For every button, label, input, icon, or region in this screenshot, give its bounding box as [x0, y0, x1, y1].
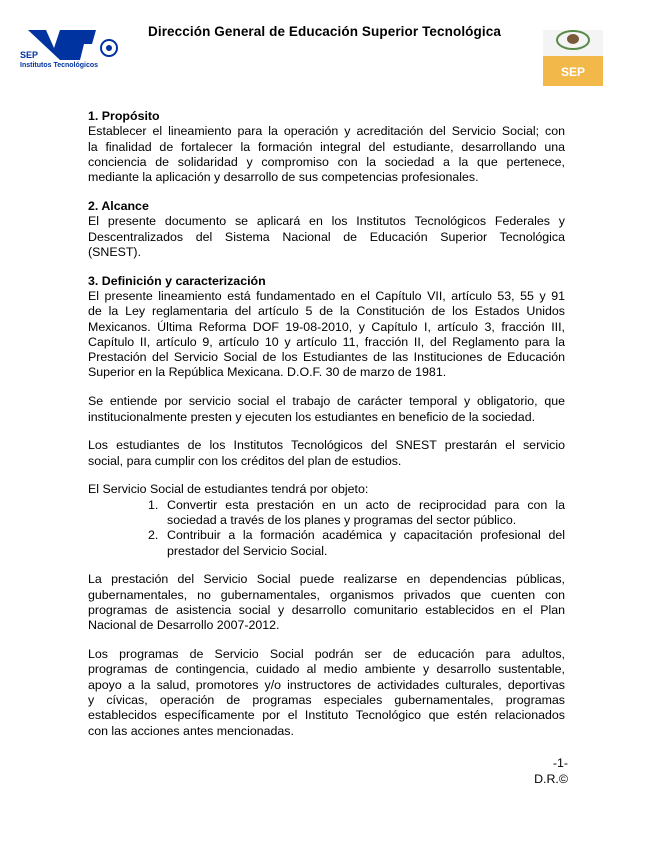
page-number: -1-	[552, 756, 568, 770]
svg-text:SEP: SEP	[20, 50, 39, 60]
text-line: establecidos específicamente por el Instituto Tecnológico que estén relacionados	[88, 708, 565, 723]
text-line: El Servicio Social de estudiantes tendrá por objeto:	[88, 482, 369, 497]
text-line: social, para cumplir con los créditos del plan de estudios.	[88, 453, 402, 468]
list-item-text	[167, 528, 565, 559]
paragraph	[88, 647, 565, 739]
paragraph	[88, 482, 565, 497]
text-line: Los programas de Servicio Social podrán ser de educación para adultos,	[88, 647, 565, 662]
text-line: programas de contingencia, cuidado al medio ambiente y desarrollo sustentable,	[88, 662, 565, 677]
paragraph	[88, 124, 565, 185]
paragraph-gap	[88, 469, 565, 483]
paragraph	[88, 289, 565, 381]
text-line: Se entiende por servicio social el trabajo de carácter temporal y obligatorio, que	[88, 394, 565, 409]
text-line: sociedad a través de los planes y programas del sector público.	[167, 513, 517, 528]
text-line: El presente documento se aplicará en los Institutos Tecnológicos Federales y	[88, 214, 565, 229]
list-item-text	[167, 498, 565, 529]
text-line: Descentralizados del Sistema Nacional de Educación Superior Tecnológica	[88, 229, 565, 244]
section-heading: 2. Alcance	[88, 198, 149, 213]
text-line: apoyo a la salud, promotores y/o instructores de actividades culturales, deportivas	[88, 677, 565, 692]
paragraph	[88, 214, 565, 260]
page-footer	[530, 755, 568, 787]
text-line: mediante la aplicación y desarrollo de sus competencias profesionales.	[88, 170, 479, 185]
svg-text:SEP: SEP	[560, 65, 586, 79]
paragraph-gap	[88, 559, 565, 573]
text-line: El presente lineamiento está fundamentado en el Capítulo VII, artículo 53, 55 y 91	[88, 288, 565, 303]
text-line: Mexicanos. Última Reforma DOF 19-08-2010, y Capítulo I, artículo 3, fracción III,	[88, 319, 565, 334]
header-title: Dirección General de Educación Superior Tecnológica	[148, 24, 501, 39]
paragraph	[88, 394, 565, 425]
list-item	[88, 498, 565, 529]
paragraph-gap	[88, 185, 565, 199]
text-line: y cívicas, operación de programas especiales gubernamentales, programas	[88, 693, 565, 707]
text-line: conciencia de solidaridad y compromiso con la sociedad a la que pertenece,	[88, 154, 565, 169]
copyright: D.R.©	[534, 772, 568, 786]
text-line: de la Ley reglamentaria del artículo 5 de la Constitución de los Estados Unidos	[88, 304, 565, 319]
text-line: gubernamentales, no gubernamentales, organismos privados que cuenten con	[88, 587, 565, 602]
list-number: 2.	[148, 528, 159, 543]
institutos-tecnologicos-logo	[20, 30, 130, 70]
text-line: programas de asistencia social y desarrollo comunitario establecidos en el Plan	[88, 603, 565, 618]
text-line: institucionalmente presten y ejecuten los estudiantes en beneficio de la sociedad.	[88, 409, 536, 424]
text-line: (SNEST).	[88, 244, 142, 259]
paragraph	[88, 572, 565, 633]
paragraph	[88, 438, 565, 469]
text-line: con las acciones antes mencionadas.	[88, 723, 294, 738]
text-line: Los estudiantes de los Institutos Tecnológicos del SNEST prestarán el servicio	[88, 438, 565, 453]
list-number: 1.	[148, 497, 159, 512]
svg-text:Institutos Tecnológicos: Institutos Tecnológicos	[20, 62, 99, 69]
text-line: Nacional de Desarrollo 2007-2012.	[88, 618, 280, 633]
document-body	[88, 109, 565, 739]
section-heading: 3. Definición y caracterización	[88, 273, 266, 288]
list-item	[88, 528, 565, 559]
text-line: Capítulo II, artículo 9, artículo 10 y artículo 11, fracción II, del Reglamento para la	[88, 334, 565, 349]
paragraph-gap	[88, 381, 565, 395]
text-line: Establecer el lineamiento para la operación y acreditación del Servicio Social; con	[88, 124, 565, 139]
sep-logo	[543, 30, 603, 86]
text-line: prestador del Servicio Social.	[167, 543, 328, 558]
text-line: Prestación del Servicio Social de los Estudiantes de las Instituciones de Educación	[88, 350, 565, 365]
text-line: la finalidad de fortalecer la formación integral del estudiante, desarrollando una	[88, 139, 565, 154]
text-line: Superior en la República Mexicana. D.O.F. 30 de marzo de 1981.	[88, 365, 447, 380]
paragraph-gap	[88, 634, 565, 648]
paragraph-gap	[88, 425, 565, 439]
text-line: Convertir esta prestación en un acto de reciprocidad para con la	[167, 497, 565, 512]
text-line: La prestación del Servicio Social puede realizarse en dependencias públicas,	[88, 572, 565, 587]
text-line: Contribuir a la formación académica y capacitación profesional del	[167, 528, 565, 543]
section-heading: 1. Propósito	[88, 109, 160, 123]
paragraph-gap	[88, 260, 565, 274]
